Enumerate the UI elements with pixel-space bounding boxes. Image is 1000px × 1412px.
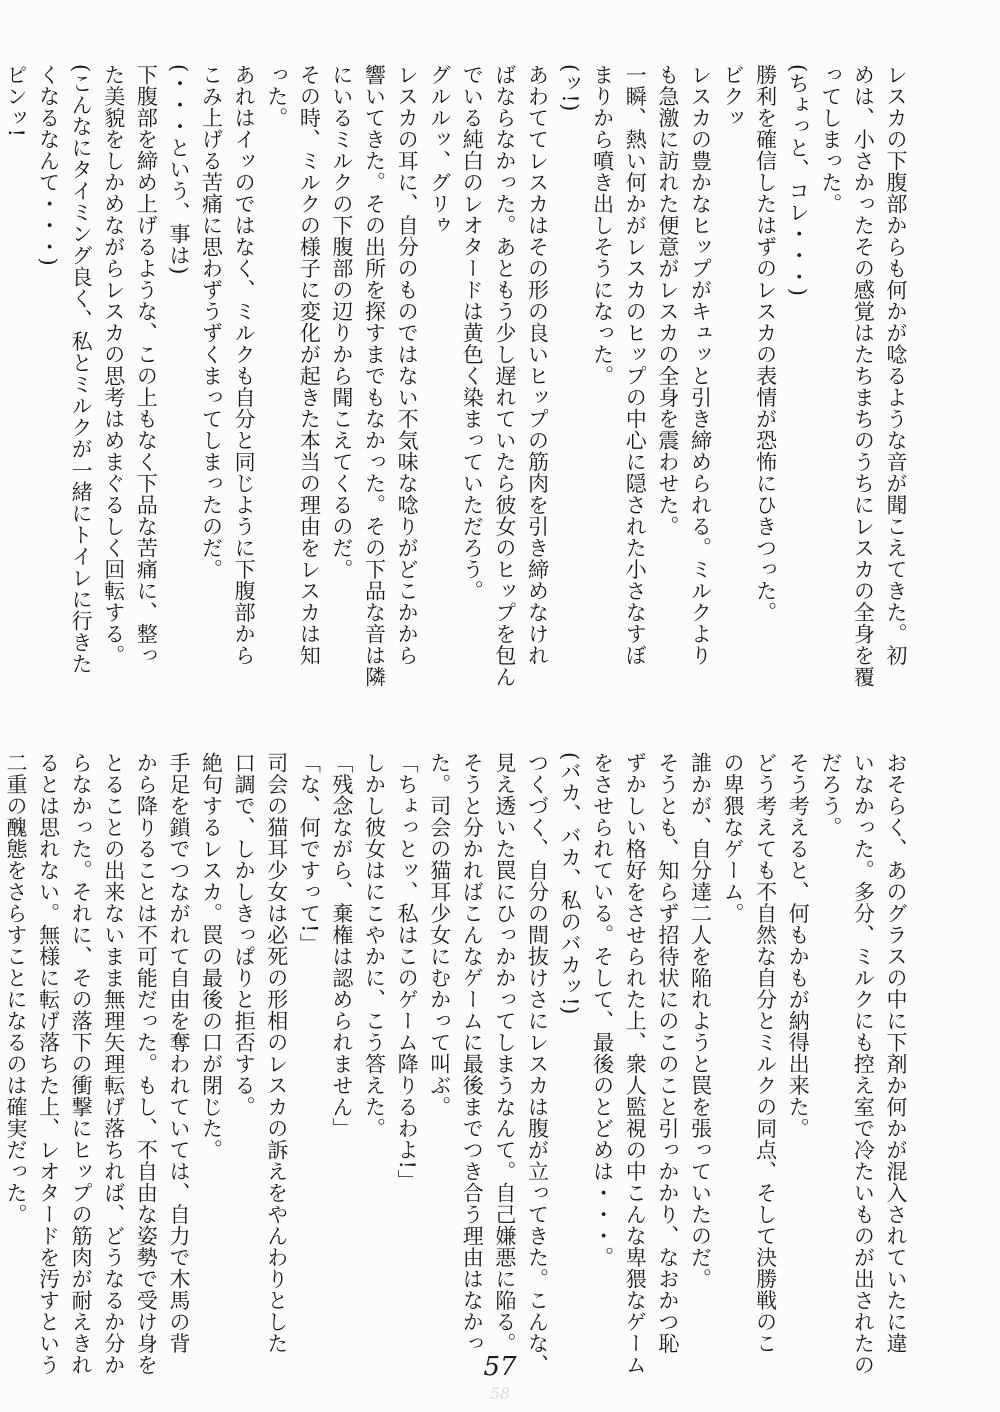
text-line: 「な、何ですって!」 (297, 752, 322, 955)
bleed-through-page-number: 58 (489, 1384, 511, 1403)
text-line: ばならなかった。あともう少し遅れていたら彼女のヒップを包ん (492, 64, 517, 688)
bleed-through-header (410, 12, 590, 34)
text-line: そう考えると、何もかもが納得出来た。 (786, 752, 811, 1139)
text-line: そうとも、知らず招待状にのこのこと引っかかり、なおかつ恥 (655, 752, 680, 1354)
text-line: レスカの下腹部からも何かが唸るような音が聞こえてきた。初 (884, 64, 908, 666)
text-line: らなかった。それに、その落下の衝撃にヒップの筋肉が耐えきれ (69, 752, 94, 1376)
text-line: 手足を鎖でつながれて自由を奪われていては、自力で木馬の背 (166, 752, 191, 1354)
text-line: 下腹部を締め上げるような、この上もなく下品な苦痛に、整っ (134, 64, 159, 666)
text-line: めは、小さかったその感覚はたちまちのうちにレスカの全身を覆 (851, 64, 876, 688)
text-line: 響いてきた。その出所を探すまでもなかった。その下品な音は隣 (362, 64, 387, 688)
text-line: た美貌をしかめながらレスカの思考はめまぐるしく回転する。 (101, 64, 126, 666)
text-line: でいる純白のレオタードは黄色く染まっていただろう。 (460, 64, 485, 602)
text-line: 見え透いた罠にひっかかってしまうなんて。自己嫌悪に陥る。 (492, 752, 517, 1354)
text-line: その時、ミルクの様子に変化が起きた本当の理由をレスカは知 (297, 64, 322, 666)
text-line: グルルッ、グリゥ (427, 64, 452, 236)
text-line: まりから噴き出しそうになった。 (590, 64, 615, 387)
page-number: 57 (483, 1352, 517, 1382)
text-line: 司会の猫耳少女は必死の形相のレスカの訴えをやんわりとした (264, 752, 289, 1354)
text-line: つくづく、自分の間抜けさにレスカは腹が立ってきた。こんな、 (525, 752, 550, 1376)
text-line: あれはイッのではなく、ミルクも自分と同じように下腹部から (232, 64, 257, 666)
text-line: 絶句するレスカ。罠の最後の口が閉じた。 (199, 752, 224, 1161)
text-line: レスカの豊かなヒップがキュッと引き締められる。ミルクより (688, 64, 713, 666)
text-line: しかし彼女はにこやかに、こう答えた。 (362, 752, 387, 1139)
text-line: 誰かが、自分達二人を陥れようと罠を張っていたのだ。 (688, 752, 713, 1290)
text-line: ってしまった。 (818, 64, 843, 215)
text-line: (・・・という、事は) (166, 64, 191, 275)
text-line: ずかしい格好をさせられた上、衆人監視の中こんな卑猥なゲーム (623, 752, 648, 1376)
text-line: 「残念ながら、棄権は認められません」 (329, 752, 354, 1139)
text-line: おそらく、あのグラスの中に下剤か何かが混入されていたに違 (884, 752, 908, 1354)
text-line: (ちょっと、コレ・・・) (786, 64, 811, 297)
text-line: どう考えても不自然な自分とミルクの同点、そして決勝戦のこ (753, 752, 778, 1354)
text-line: ビクッ (721, 64, 746, 129)
text-line: いなかった。多分、ミルクにも控え室で冷たいものが出されたの (851, 752, 876, 1376)
text-line: にいるミルクの下腹部の辺りから聞こえてくるのだ。 (329, 64, 354, 580)
text-line: 二重の醜態をさらすことになるのは確実だった。 (3, 752, 28, 1225)
text-line: をさせられている。そして、最後のとどめは・・・。 (590, 752, 615, 1268)
text-line: だろう。 (818, 752, 843, 838)
text-line: とることの出来ないまま無理矢理転げ落ちれば、どうなるか分か (101, 752, 126, 1376)
text-line: ピンッ! (3, 64, 28, 138)
text-line: 「ちょっとッ、私はこのゲーム降りるわよ!」 (395, 752, 420, 1191)
text-line: 勝利を確信したはずのレスカの表情が恐怖にひきつった。 (753, 64, 778, 623)
text-line: あわててレスカはその形の良いヒップの筋肉を引き締めなけれ (525, 64, 550, 666)
text-line: た。司会の猫耳少女にむかって叫ぶ。 (427, 752, 452, 1118)
text-line: 口調で、しかしきっぱりと拒否する。 (232, 752, 257, 1118)
text-line: った。 (264, 64, 289, 129)
text-line: (こんなにタイミング良く、私とミルクが一緒にトイレに行きた (69, 64, 94, 675)
text-line: も急激に訪れた便意がレスカの全身を震わせた。 (655, 64, 680, 537)
text-line: くなるなんて・・・) (36, 64, 61, 267)
text-line: るとは思れない。無様に転げ落ちた上、レオタードを汚すという (36, 752, 61, 1376)
text-line: 一瞬、熱い何かがレスカのヒップの中心に隠された小さなすぼ (623, 64, 648, 666)
text-line: こみ上げる苦痛に思わずうずくまってしまったのだ。 (199, 64, 224, 580)
text-line: (バカ、バカ、私のバカッ!) (558, 752, 583, 1015)
text-line: そうと分かればこんなゲームに最後までつき合う理由はなかっ (460, 752, 485, 1354)
text-line: から降りることは不可能だった。もし、不自由な姿勢で受け身を (134, 752, 159, 1376)
upper-text-column (3, 64, 912, 719)
text-line: (ッ!) (558, 64, 583, 112)
text-line: の卑猥なゲーム。 (721, 752, 746, 924)
text-line: レスカの耳に、自分のものではない不気味な唸りがどこかから (395, 64, 420, 666)
